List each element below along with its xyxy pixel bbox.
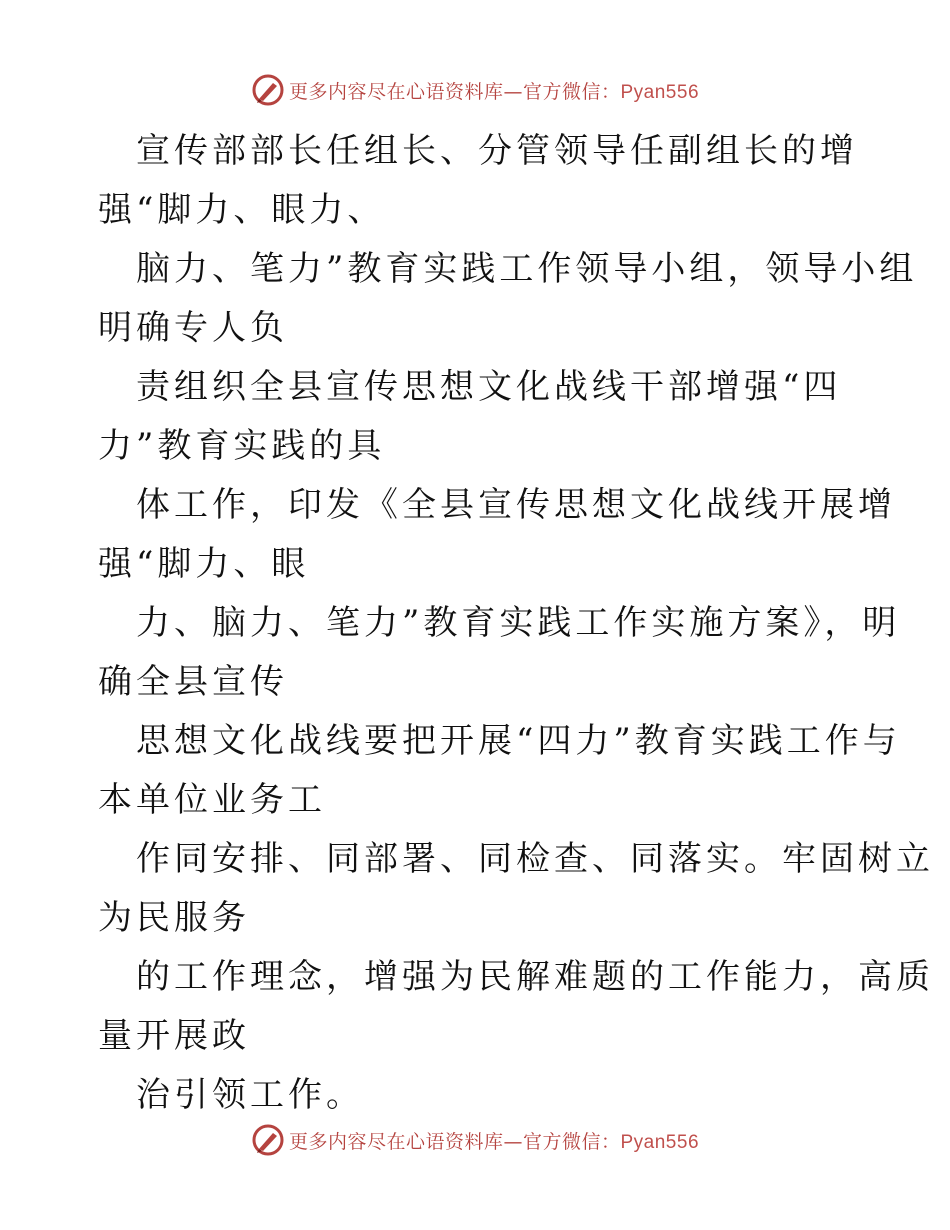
text-line: 确全县宣传 <box>98 662 288 702</box>
pen-logo-icon <box>251 1123 285 1157</box>
text-line: 的工作理念，增强为民解难题的工作能力，高质 <box>136 957 934 997</box>
watermark-main: 更多内容尽在心语资料库 <box>288 80 504 103</box>
text-line: 力”教育实践的具 <box>98 426 386 466</box>
text-line: 脑力、笔力”教育实践工作领导小组，领导小组 <box>136 249 918 289</box>
watermark-dash: — <box>503 1130 523 1153</box>
text-line: 思想文化战线要把开展“四力”教育实践工作与 <box>136 721 901 761</box>
text-line: 强“脚力、眼 <box>98 544 310 584</box>
text-line: 治引领工作。 <box>136 1075 364 1115</box>
footer-watermark <box>0 1120 950 1160</box>
text-line: 体工作，印发《全县宣传思想文化战线开展增 <box>136 485 896 525</box>
text-line: 责组织全县宣传思想文化战线干部增强“四 <box>136 367 842 407</box>
text-line: 明确专人负 <box>98 308 288 348</box>
watermark-dash: — <box>503 80 523 103</box>
watermark-id: Pyan556 <box>620 1131 700 1153</box>
header-watermark <box>0 70 950 110</box>
watermark-label: 官方微信： <box>522 1130 621 1153</box>
text-line: 强“脚力、眼力、 <box>98 190 386 230</box>
text-line: 量开展政 <box>98 1016 250 1056</box>
watermark-text <box>289 1127 699 1154</box>
watermark-text <box>289 77 699 104</box>
document-body <box>98 122 934 1125</box>
watermark-main: 更多内容尽在心语资料库 <box>288 1130 504 1153</box>
pen-logo-icon <box>251 73 285 107</box>
text-line: 本单位业务工 <box>98 780 326 820</box>
text-line: 宣传部部长任组长、分管领导任副组长的增 <box>136 131 858 171</box>
text-line: 作同安排、同部署、同检查、同落实。牢固树立 <box>136 839 934 879</box>
watermark-id: Pyan556 <box>620 81 700 103</box>
text-line: 力、脑力、笔力”教育实践工作实施方案》，明 <box>136 603 901 643</box>
text-line: 为民服务 <box>98 898 250 938</box>
watermark-label: 官方微信： <box>522 80 621 103</box>
